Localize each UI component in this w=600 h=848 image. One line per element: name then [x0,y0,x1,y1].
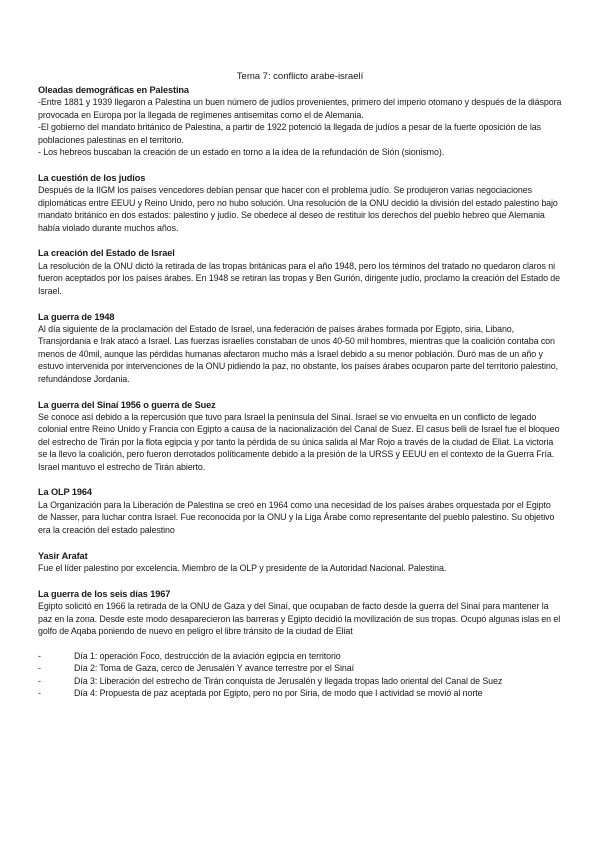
section-paragraph: La resolución de la ONU dictó la retirada de las tropas británicas para el año 1948, pero los términos del tratado no quedaron claros ni fueron aceptados por los países árabes. En 1948 se retiran las tropas y Ben Gurión, dirigente judío, proclamo la creación del Estado de Israel. [38,260,561,296]
section-cuestion-judios [38,172,562,234]
day-list [38,650,562,700]
list-item-text: Día 4: Propuesta de paz aceptada por Egipto, pero no por Siria, de modo que l actividad se movió al norte [74,688,483,699]
section-heading: Oleadas demográficas en Palestina [38,85,189,95]
section-paragraph: Se conoce así debido a la repercusión que tuvo para Israel la península del Sinaí. Israel se vio envuelta en un conflicto de legado colonial entre Reino Unido y Francia con Egipto a causa de la nacionalización del Canal de Suez. El casus belli de Israel fue el bloqueo del estrecho de Tirán por la flota egipcia y por tanto la pérdida de su única salida al Mar Rojo a través de la ciudad de Eliat. La victoria se la llevo la coalición, pero fueron derrotados políticamente debido a la presión de la URSS y EEUU en el contexto de la Guerra Fría. Israel mantuvo el estrecho de Tirán abierto. [38,411,560,472]
section-paragraph: La Organización para la Liberación de Palestina se creó en 1964 como una necesidad de los países árabes orquestada por el Egipto de Nasser, para luchar contra Israel. Fue reconocida por la ONU y la Liga Árabe como representante del pueblo palestino. Su objetivo era la creación del estado palestino [38,499,555,535]
list-item-text: Día 1: operación Foco, destrucción de la aviación egipcia en territorio [74,650,341,661]
list-item [38,687,562,699]
list-item [38,650,562,662]
section-paragraph: Fue el líder palestino por excelencia. Miembro de la OLP y presidente de la Autoridad Nacional. Palestina. [38,563,447,573]
list-bullet: - [38,663,41,674]
list-bullet: - [38,650,41,661]
section-paragraph: -El gobierno del mandato británico de Palestina, a partir de 1922 potenció la llegada de judíos a pesar de la fuerte oposición de las poblaciones palestinas en el territorio. [38,122,541,145]
section-heading: La guerra del Sinaí 1956 o guerra de Suez [38,399,216,410]
section-heading: La guerra de los seis días 1967 [38,588,171,599]
section-heading: La creación del Estado de Israel [38,248,175,259]
section-oleadas [38,84,562,158]
list-item [38,675,562,687]
section-guerra-sinai [38,399,562,473]
list-item [38,662,562,674]
list-item-text: Día 2: Toma de Gaza, cerco de Jerusalén Y avance terrestre por el Sinaí [74,663,354,674]
section-olp [38,486,562,536]
section-creacion-israel [38,247,562,297]
section-paragraph: - Los hebreos buscaban la creación de un estado en torno a la idea de la refundación de Sión (sionismo). [38,147,445,158]
section-guerra-1948 [38,311,562,385]
section-paragraph: Egipto solicitó en 1966 la retirada de la ONU de Gaza y del Sinaí, que ocupaban de facto desde la guerra del Sinaí para mantener la paz en la zona. Desde este modo desaparecieron las barreras y Egipto decidió la movilización de sus tropas. Ocupó algunas islas en el golfo de Aqaba poniendo de nuevo en peligro el libre tránsito de la ciudad de Eliat [38,601,561,637]
list-bullet: - [38,688,41,699]
list-item-text: Día 3: Liberación del estrecho de Tirán conquista de Jerusalén y llegada tropas lado oriental del Canal de Suez [74,675,503,686]
list-bullet: - [38,675,41,686]
section-paragraph: Después de la IIGM los países vencedores debían pensar que hacer con el problema judío. Se produjeron varias negociaciones diplomáticas entre EEUU y Reino Unido, pero no hubo solución. Una resolución de la ONU decidió la división del estado palestino bajo mandato británico en dos estados: palestino y judío. Se obedece al deseo de restituir los derechos del pueblo hebreo que Alemania había violado durante muchos años. [38,185,558,233]
section-yasir-arafat [38,550,562,575]
section-heading: La OLP 1964 [38,487,92,498]
page-title: Tema 7: conflicto arabe-israelí [236,71,364,82]
section-heading: La guerra de 1948 [38,311,115,322]
section-paragraph: Al día siguiente de la proclamación del Estado de Israel, una federación de países árabes formada por Egipto, siria, Libano, Transjordania e Irak atacó a Israel. Las fuerzas israelíes constaban de unos 40-50 mil hombres, mientras que la coalición contaba con menos de 40mil, aunque las pérdidas humanas afectaron mucho más a Israel debido a su menor población. Duró mas de un año y estuvo intervenida por intervenciones de la ONU pidiendo la paz, no obstante, los países árabes ocuparon parte del territorio palestino, refundándose Jordania. [38,324,558,384]
section-paragraph: -Entre 1881 y 1939 llegaron a Palestina un buen número de judíos provenientes, primero del imperio otomano y después de la diáspora provocada en Europa por la llegada de regímenes antisemitas como el de Alemania. [38,97,562,120]
section-seis-dias [38,588,562,700]
section-heading: Yasir Arafat [38,550,88,561]
section-heading: La cuestión de los judíos [38,172,146,183]
